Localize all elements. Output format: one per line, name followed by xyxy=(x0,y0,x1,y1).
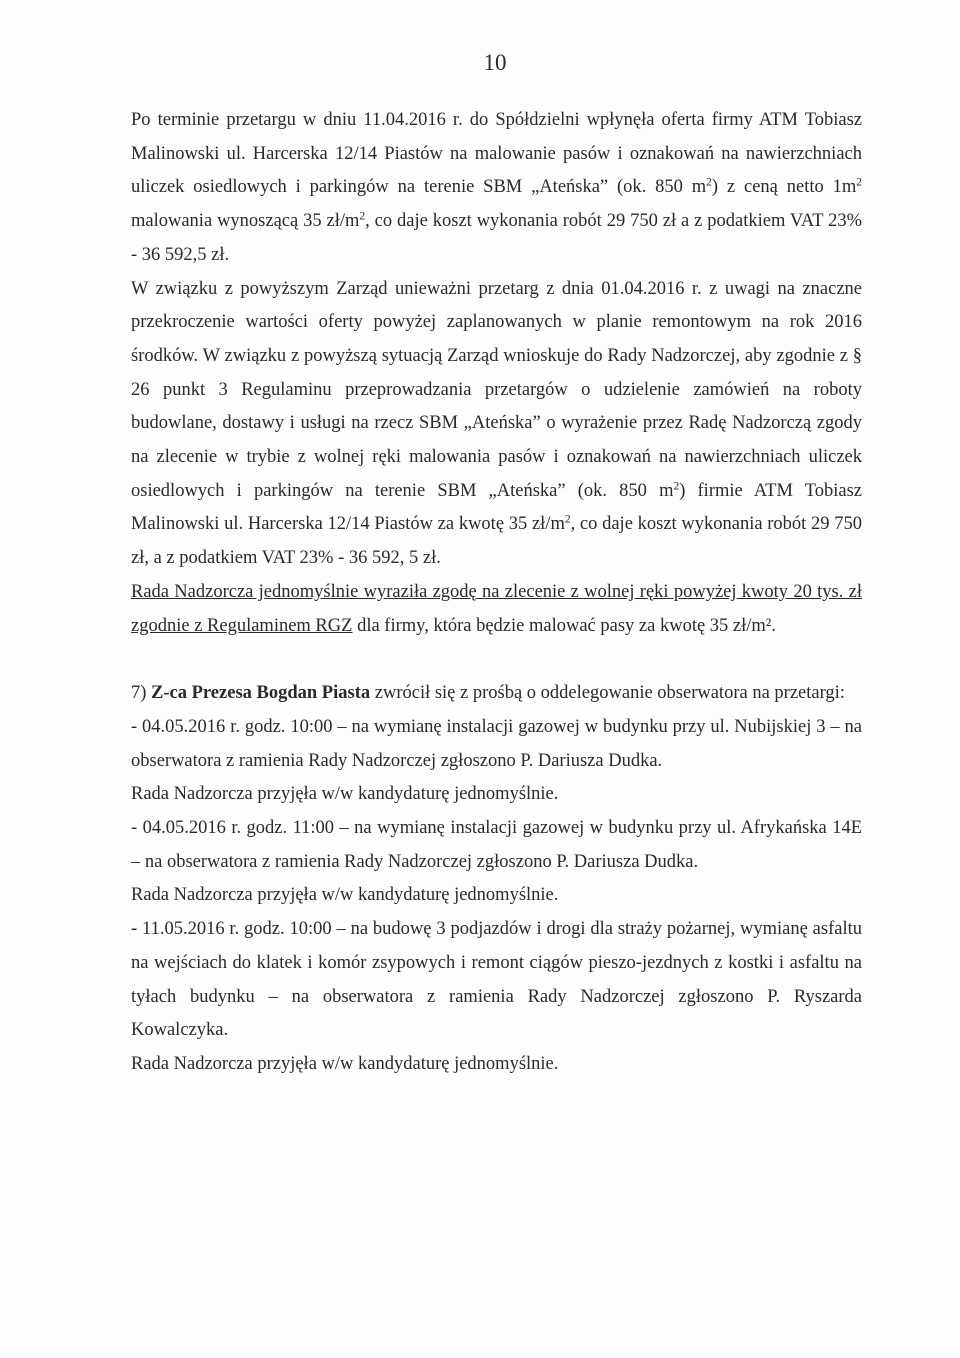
section-gap xyxy=(131,643,862,677)
tender-entry-1-result: Rada Nadzorcza przyjęła w/w kandydaturę jednomyślnie. xyxy=(131,784,559,805)
tender-entry-1: - 04.05.2016 r. godz. 10:00 – na wymianę instalacji gazowej w budynku przy ul. Nubijskiej 3 – na obserwatora z ramienia Rady Nadzorczej zgłoszono P. Dariusza Dudka. xyxy=(131,716,862,771)
paragraph-resolution: Rada Nadzorcza jednomyślnie wyraziła zgodę na zlecenie z wolnej ręki powyżej kwoty 20 tys. zł zgodnie z Regulaminem RGZ dla firmy, która będzie malować pasy za kwotę 35 zł/m². xyxy=(131,581,862,636)
tender-entry-2-result: Rada Nadzorcza przyjęła w/w kandydaturę jednomyślnie. xyxy=(131,885,559,906)
page-number: 10 xyxy=(483,50,507,75)
tender-entry-2: - 04.05.2016 r. godz. 11:00 – na wymianę instalacji gazowej w budynku przy ul. Afrykańska 14E – na obserwatora z ramienia Rady Nadzorczej zgłoszono P. Dariusza Dudka. xyxy=(131,818,862,872)
speaker-name: Z-ca Prezesa Bogdan Piasta xyxy=(151,683,371,704)
tender-entry-3-result: Rada Nadzorcza przyjęła w/w kandydaturę jednomyślnie. xyxy=(131,1053,559,1074)
item-7-heading: 7) Z-ca Prezesa Bogdan Piasta zwrócił się z prośbą o oddelegowanie obserwatora na przetargi: xyxy=(131,683,845,704)
paragraph-offer: Po terminie przetargu w dniu 11.04.2016 r. do Spółdzielni wpłynęła oferta firmy ATM Tobiasz Malinowski ul. Harcerska 12/14 Piastów na malowanie pasów i oznakowań na nawierzchniach uliczek osiedlowych i parkingów na terenie SBM „Ateńska” (ok. 850 $m^2$) z ceną netto $1m^2$ malowania wynoszącą 35 $zł/m^2$, co daje koszt wykonania robót 29 750 zł a z podatkiem VAT 23% - 36 592,5 zł. xyxy=(131,110,862,265)
resolution-underlined: Rada Nadzorcza jednomyślnie wyraziła zgodę na zlecenie z wolnej ręki powyżej kwoty 20 tys. zł zgodnie z Regulaminem RGZ xyxy=(131,581,862,636)
paragraph-annulment: W związku z powyższym Zarząd unieważni przetarg z dnia 01.04.2016 r. z uwagi na znaczne przekroczenie wartości oferty powyżej zaplanowanych w planie remontowym na rok 2016 środków. W związku z powyższą sytuacją Zarząd wnioskuje do Rady Nadzorczej, aby zgodnie z § 26 punkt 3 Regulaminu przeprowadzania przetargów o udzielenie zamówień na roboty budowlane, dostawy i usługi na rzecz SBM „Ateńska” o wyrażenie przez Radę Nadzorczą zgody na zlecenie w trybie z wolnej ręki malowania pasów i oznakowań na nawierzchniach uliczek osiedlowych i parkingów na terenie SBM „Ateńska” (ok. 850 $m^2$) firmie ATM Tobiasz Malinowski ul. Harcerska 12/14 Piastów za kwotę 35 $zł/m^2$, co daje koszt wykonania robót 29 750 zł, a z podatkiem VAT 23% - 36 592, 5 zł. xyxy=(131,278,863,569)
tender-entry-3: - 11.05.2016 r. godz. 10:00 – na budowę 3 podjazdów i drogi dla straży pożarnej, wymianę asfaltu na wejściach do klatek i komór zsypowych i remont ciągów pieszo-jezdnych z kostki i asfaltu na tyłach budynku – na obserwatora z ramienia Rady Nadzorczej zgłoszono P. Ryszarda Kowalczyka. xyxy=(131,919,862,1041)
document-body xyxy=(131,104,862,1082)
